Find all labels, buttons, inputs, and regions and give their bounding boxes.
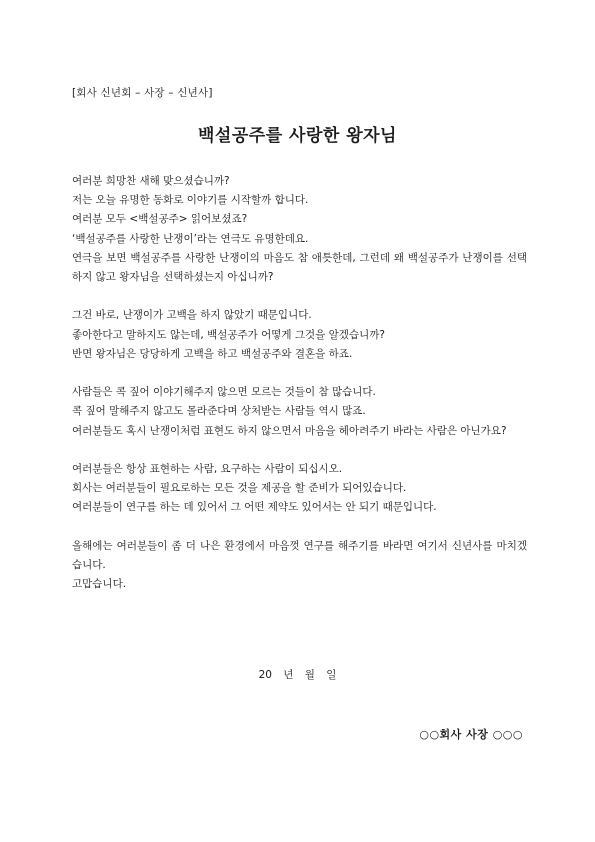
body-line: 연극을 보면 백설공주를 사랑한 난쟁이의 마음도 참 애틋한데, 그런데 왜 백설공주가 난쟁이를 선택하지 않고 왕자님을 선택하셨는지 아십니까?	[72, 251, 527, 284]
body-line: 여러분들이 연구를 하는 데 있어서 그 어떤 제약도 있어서는 안 되기 때문입니다.	[72, 501, 437, 514]
paragraph-4	[72, 460, 527, 518]
body-line: 회사는 여러분들이 필요로하는 모든 것을 제공을 할 준비가 되어있습니다.	[72, 482, 407, 495]
date-line: 20 년 월 일	[258, 669, 337, 681]
paragraph-5	[72, 537, 527, 595]
header-tag: [회사 신년회 – 사장 – 신년사]	[72, 87, 213, 99]
paragraph-3	[72, 383, 527, 441]
body-line: 좋아한다고 말하지도 않는데, 백설공주가 어떻게 그것을 알겠습니까?	[72, 328, 385, 341]
body-line: 여러분들도 혹시 난쟁이처럼 표현도 하지 않으면서 마음을 헤아려주기 바라는 사람은 아닌가요?	[72, 424, 507, 437]
body-line: 사람들은 콕 짚어 이야기해주지 않으면 모르는 것들이 참 많습니다.	[72, 386, 376, 399]
body-line: 여러분 희망찬 새해 맞으셨습니까?	[72, 175, 230, 187]
body-line: 저는 오늘 유명한 동화로 이야기를 시작할까 합니다.	[72, 194, 309, 207]
document-body	[72, 172, 527, 614]
body-line: 반면 왕자님은 당당하게 고백을 하고 백설공주와 결혼을 하죠.	[72, 347, 353, 360]
body-line: 고맙습니다.	[72, 578, 127, 591]
paragraph-1	[72, 172, 527, 287]
body-line: 올해에는 여러분들이 좀 더 나은 환경에서 마음껏 연구를 해주기를 바라면 여기서 신년사를 마치겠습니다.	[72, 539, 527, 571]
body-line: 여러분 모두 <백설공주> 읽어보셨죠?	[72, 213, 248, 226]
body-line: 그건 바로, 난쟁이가 고백을 하지 않았기 때문입니다.	[72, 309, 312, 322]
body-line: ‘백설공주를 사랑한 난쟁이’라는 연극도 유명한데요.	[72, 232, 309, 245]
paragraph-2	[72, 306, 527, 364]
signature: ○○회사 사장 ○○○	[419, 728, 523, 741]
document-title: 백설공주를 사랑한 왕자님	[198, 126, 397, 146]
body-line: 여러분들은 항상 표현하는 사람, 요구하는 사람이 되십시오.	[72, 463, 343, 475]
body-line: 콕 짚어 말해주지 않고도 몰라준다며 상처받는 사람들 역시 많죠.	[72, 405, 366, 418]
